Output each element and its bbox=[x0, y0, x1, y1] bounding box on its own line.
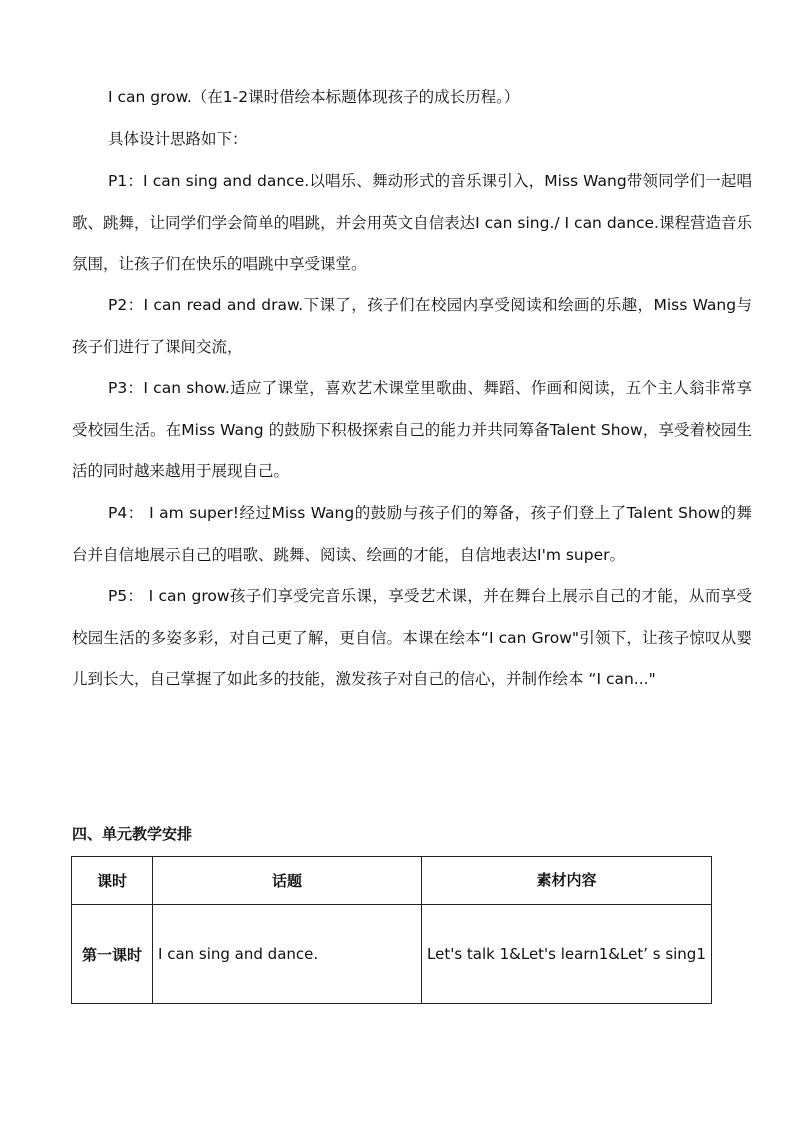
lesson-cell: 第一课时 bbox=[72, 905, 153, 1004]
paragraph-p1: P1：I can sing and dance.以唱乐、舞动形式的音乐课引入，Miss Wang带领同学们一起唱歌、跳舞，让同学们学会简单的唱跳，并会用英文自信表达I can sing./ I can dance.课程营造音乐氛围，让孩子们在快乐的唱跳中享受课堂。 bbox=[72, 172, 752, 273]
topic-cell: I can sing and dance. bbox=[153, 905, 422, 1004]
teaching-schedule-table bbox=[71, 856, 712, 1004]
paragraph-p5: P5： I can grow孩子们享受完音乐课，享受艺术课，并在舞台上展示自己的才能，从而享受校园生活的多姿多彩，对自己更了解，更自信。本课在绘本“I can Grow"引领下，让孩子惊叹从婴儿到长大，自己掌握了如此多的技能，激发孩子对自己的信心，并制作绘本 “I can..." bbox=[72, 587, 752, 688]
paragraph-p2: P2：I can read and draw.下课了，孩子们在校园内享受阅读和绘画的乐趣，Miss Wang与孩子们进行了课间交流， bbox=[72, 296, 752, 356]
column-header-topic: 话题 bbox=[153, 857, 422, 905]
table-header-row bbox=[72, 857, 712, 905]
column-header-lesson: 课时 bbox=[72, 857, 153, 905]
paragraph-p4: P4： I am super!经过Miss Wang的鼓励与孩子们的筹备，孩子们登上了Talent Show的舞台并自信地展示自己的唱歌、跳舞、阅读、绘画的才能，自信地表达I'm super。 bbox=[72, 504, 752, 564]
design-ideas-label: 具体设计思路如下： bbox=[108, 130, 248, 148]
table-row bbox=[72, 905, 712, 1004]
paragraph-p3: P3：I can show.适应了课堂，喜欢艺术课堂里歌曲、舞蹈、作画和阅读，五个主人翁非常享受校园生活。在Miss Wang 的鼓励下积极探索自己的能力并共同筹备Talent Show，享受着校园生活的同时越来越用于展现自己。 bbox=[72, 379, 752, 480]
intro-line: I can grow.（在1-2课时借绘本标题体现孩子的成长历程。） bbox=[108, 88, 520, 106]
section-heading: 四、单元教学安排 bbox=[72, 825, 193, 843]
materials-cell: Let's talk 1&Let's learn1&Let’ s sing1 bbox=[422, 905, 712, 1004]
column-header-materials: 素材内容 bbox=[422, 857, 712, 905]
